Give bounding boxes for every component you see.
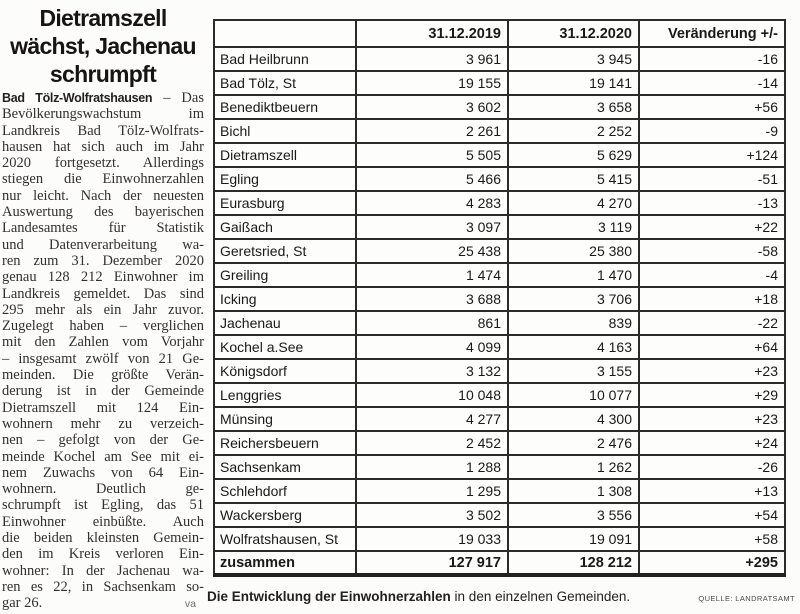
value-2020: 5 629: [508, 143, 639, 167]
header-y2019: 31.12.2019: [356, 20, 508, 47]
value-change: +58: [639, 527, 785, 551]
body-line: ren es 22, in Sachsenkam so-: [2, 578, 204, 595]
value-change: -51: [639, 167, 785, 191]
population-table-wrap: [213, 19, 786, 577]
body-line: – insgesamt zwölf von 21 Ge-: [2, 350, 204, 367]
value-2020: 25 380: [508, 239, 639, 263]
municipality-name: Wolfratshausen, St: [214, 527, 356, 551]
value-2020: 4 270: [508, 191, 639, 215]
table-row: [214, 239, 785, 263]
value-2020: 4 163: [508, 335, 639, 359]
table-row: [214, 503, 785, 527]
value-change: +24: [639, 431, 785, 455]
municipality-name: Lenggries: [214, 383, 356, 407]
value-change: +23: [639, 359, 785, 383]
body-line: [2, 595, 204, 612]
municipality-name: Königsdorf: [214, 359, 356, 383]
value-change: +23: [639, 407, 785, 431]
body-line: den im Kreis verloren Ein-: [2, 546, 204, 563]
value-2019: 4 283: [356, 191, 508, 215]
value-2019: 25 438: [356, 239, 508, 263]
table-row: [214, 47, 785, 71]
value-2019: 4 099: [356, 335, 508, 359]
table-caption: [207, 589, 795, 604]
body-line: nur leicht. Nach der neuesten: [2, 187, 204, 204]
value-2019: 4 277: [356, 407, 508, 431]
municipality-name: Kochel a.See: [214, 335, 356, 359]
body-line: meinden. Die größte Verän-: [2, 367, 204, 384]
value-2019: 3 132: [356, 359, 508, 383]
municipality-name: zusammen: [214, 551, 356, 575]
value-change: +29: [639, 383, 785, 407]
body-line: nem Zuwachs von 64 Ein-: [2, 464, 204, 481]
value-2020: 1 308: [508, 479, 639, 503]
value-2020: 128 212: [508, 551, 639, 575]
value-2019: 1 295: [356, 479, 508, 503]
headline-line: Dietramszell: [39, 5, 167, 31]
municipality-name: Eurasburg: [214, 191, 356, 215]
table-row: [214, 455, 785, 479]
article-column: [2, 4, 204, 613]
value-change: -9: [639, 119, 785, 143]
municipality-name: Sachsenkam: [214, 455, 356, 479]
body-line: nen – gefolgt von der Ge-: [2, 432, 204, 449]
value-2020: 3 155: [508, 359, 639, 383]
body-line: stiegen die Einwohnerzahlen: [2, 171, 204, 188]
table-row: [214, 167, 785, 191]
body-line: Bad Tölz-Wolfratshausen – Das: [2, 90, 204, 106]
table-row: [214, 119, 785, 143]
body-line: schrumpft ist Egling, das 51: [2, 497, 204, 514]
table-header: [214, 20, 785, 47]
value-2019: 3 097: [356, 215, 508, 239]
headline-line: schrumpft: [49, 61, 157, 87]
value-2020: 1 470: [508, 263, 639, 287]
article-headline: [2, 4, 204, 88]
caption-bold: Die Entwicklung der Einwohnerzahlen: [207, 589, 451, 604]
body-line: die beiden kleinsten Gemein-: [2, 530, 204, 547]
value-change: +64: [639, 335, 785, 359]
table-row: [214, 287, 785, 311]
body-line: derung ist in der Gemeinde: [2, 383, 204, 400]
value-2019: 127 917: [356, 551, 508, 575]
table-body: [214, 47, 785, 575]
body-line: genau 128 212 Einwohner im: [2, 269, 204, 286]
body-line: ren zum 31. Dezember 2020: [2, 252, 204, 269]
value-change: -58: [639, 239, 785, 263]
value-2019: 1 288: [356, 455, 508, 479]
body-line: Dietramszell mit 124 Ein-: [2, 399, 204, 416]
value-change: +295: [639, 551, 785, 575]
value-2020: 839: [508, 311, 639, 335]
value-2019: 3 502: [356, 503, 508, 527]
total-row: [214, 551, 785, 575]
header-change: Veränderung +/-: [639, 20, 785, 47]
municipality-name: Jachenau: [214, 311, 356, 335]
municipality-name: Icking: [214, 287, 356, 311]
value-2019: 2 261: [356, 119, 508, 143]
caption-rest: in den einzelnen Gemeinden.: [450, 589, 631, 604]
value-2019: 3 961: [356, 47, 508, 71]
header-row: [214, 20, 785, 47]
municipality-name: Münsing: [214, 407, 356, 431]
value-2019: 5 505: [356, 143, 508, 167]
value-2020: 19 091: [508, 527, 639, 551]
value-2020: 4 300: [508, 407, 639, 431]
value-2019: 3 602: [356, 95, 508, 119]
body-line: 2020 fortgesetzt. Allerdings: [2, 155, 204, 172]
body-line: Auswertung des bayerischen: [2, 204, 204, 221]
municipality-name: Egling: [214, 167, 356, 191]
body-line-text: gar 26.: [2, 595, 43, 612]
value-change: +22: [639, 215, 785, 239]
municipality-name: Wackersberg: [214, 503, 356, 527]
table-row: [214, 407, 785, 431]
table-row: [214, 143, 785, 167]
table-row: [214, 431, 785, 455]
value-change: +13: [639, 479, 785, 503]
table-row: [214, 383, 785, 407]
value-2020: 2 476: [508, 431, 639, 455]
municipality-name: Schlehdorf: [214, 479, 356, 503]
body-line: und Datenverarbeitung wa-: [2, 236, 204, 253]
table-row: [214, 263, 785, 287]
value-change: -16: [639, 47, 785, 71]
header-municipality: [214, 20, 356, 47]
value-change: -14: [639, 71, 785, 95]
municipality-name: Geretsried, St: [214, 239, 356, 263]
municipality-name: Dietramszell: [214, 143, 356, 167]
municipality-name: Greiling: [214, 263, 356, 287]
value-2020: 10 077: [508, 383, 639, 407]
value-2020: 19 141: [508, 71, 639, 95]
value-2020: 3 658: [508, 95, 639, 119]
table-row: [214, 215, 785, 239]
table-row: [214, 95, 785, 119]
table-row: [214, 479, 785, 503]
value-2020: 5 415: [508, 167, 639, 191]
table-row: [214, 335, 785, 359]
value-change: -22: [639, 311, 785, 335]
value-2020: 3 706: [508, 287, 639, 311]
body-line: hausen hat sich auch im Jahr: [2, 138, 204, 155]
article-body: [2, 90, 204, 613]
body-line: wohnern. Deutlich ge-: [2, 481, 204, 498]
value-2019: 1 474: [356, 263, 508, 287]
body-line: Landesamtes für Statistik: [2, 220, 204, 237]
municipality-name: Bad Heilbrunn: [214, 47, 356, 71]
body-line: Einwohner einbüßte. Auch: [2, 513, 204, 530]
body-line: wohnern mehr zu verzeich-: [2, 415, 204, 432]
headline-line: wächst, Jachenau: [10, 33, 196, 59]
value-change: +124: [639, 143, 785, 167]
value-change: -13: [639, 191, 785, 215]
value-2019: 10 048: [356, 383, 508, 407]
municipality-name: Reichersbeuern: [214, 431, 356, 455]
value-2020: 1 262: [508, 455, 639, 479]
table-row: [214, 359, 785, 383]
table-row: [214, 71, 785, 95]
value-2020: 3 945: [508, 47, 639, 71]
author-initials: va: [184, 598, 196, 611]
body-line: meinde Kochel am See mit ei-: [2, 448, 204, 465]
value-2019: 19 155: [356, 71, 508, 95]
value-2019: 19 033: [356, 527, 508, 551]
value-change: -26: [639, 455, 785, 479]
body-line: wohner: In der Jachenau wa-: [2, 562, 204, 579]
table-row: [214, 311, 785, 335]
dateline: Bad Tölz-Wolfratshausen: [2, 91, 153, 105]
caption-text: [207, 589, 630, 604]
body-line: Landkreis gemeldet. Das sind: [2, 285, 204, 302]
value-2020: 3 119: [508, 215, 639, 239]
value-change: +18: [639, 287, 785, 311]
municipality-name: Benediktbeuern: [214, 95, 356, 119]
value-2019: 861: [356, 311, 508, 335]
table-row: [214, 527, 785, 551]
value-2019: 2 452: [356, 431, 508, 455]
header-y2020: 31.12.2020: [508, 20, 639, 47]
value-change: -4: [639, 263, 785, 287]
body-line: mit den Zahlen vom Vorjahr: [2, 334, 204, 351]
body-line: Landkreis Bad Tölz-Wolfrats-: [2, 122, 204, 139]
body-line: Bevölkerungswachstum im: [2, 106, 204, 123]
body-line: 295 mehr als ein Jahr zuvor.: [2, 301, 204, 318]
population-table: [213, 19, 786, 577]
value-change: +56: [639, 95, 785, 119]
value-2020: 3 556: [508, 503, 639, 527]
table-row: [214, 191, 785, 215]
value-2019: 5 466: [356, 167, 508, 191]
municipality-name: Bad Tölz, St: [214, 71, 356, 95]
municipality-name: Gaißach: [214, 215, 356, 239]
value-change: +54: [639, 503, 785, 527]
municipality-name: Bichl: [214, 119, 356, 143]
body-line: Zugelegt haben – verglichen: [2, 318, 204, 335]
value-2019: 3 688: [356, 287, 508, 311]
value-2020: 2 252: [508, 119, 639, 143]
source-credit: QUELLE: LANDRATSAMT: [698, 594, 795, 603]
